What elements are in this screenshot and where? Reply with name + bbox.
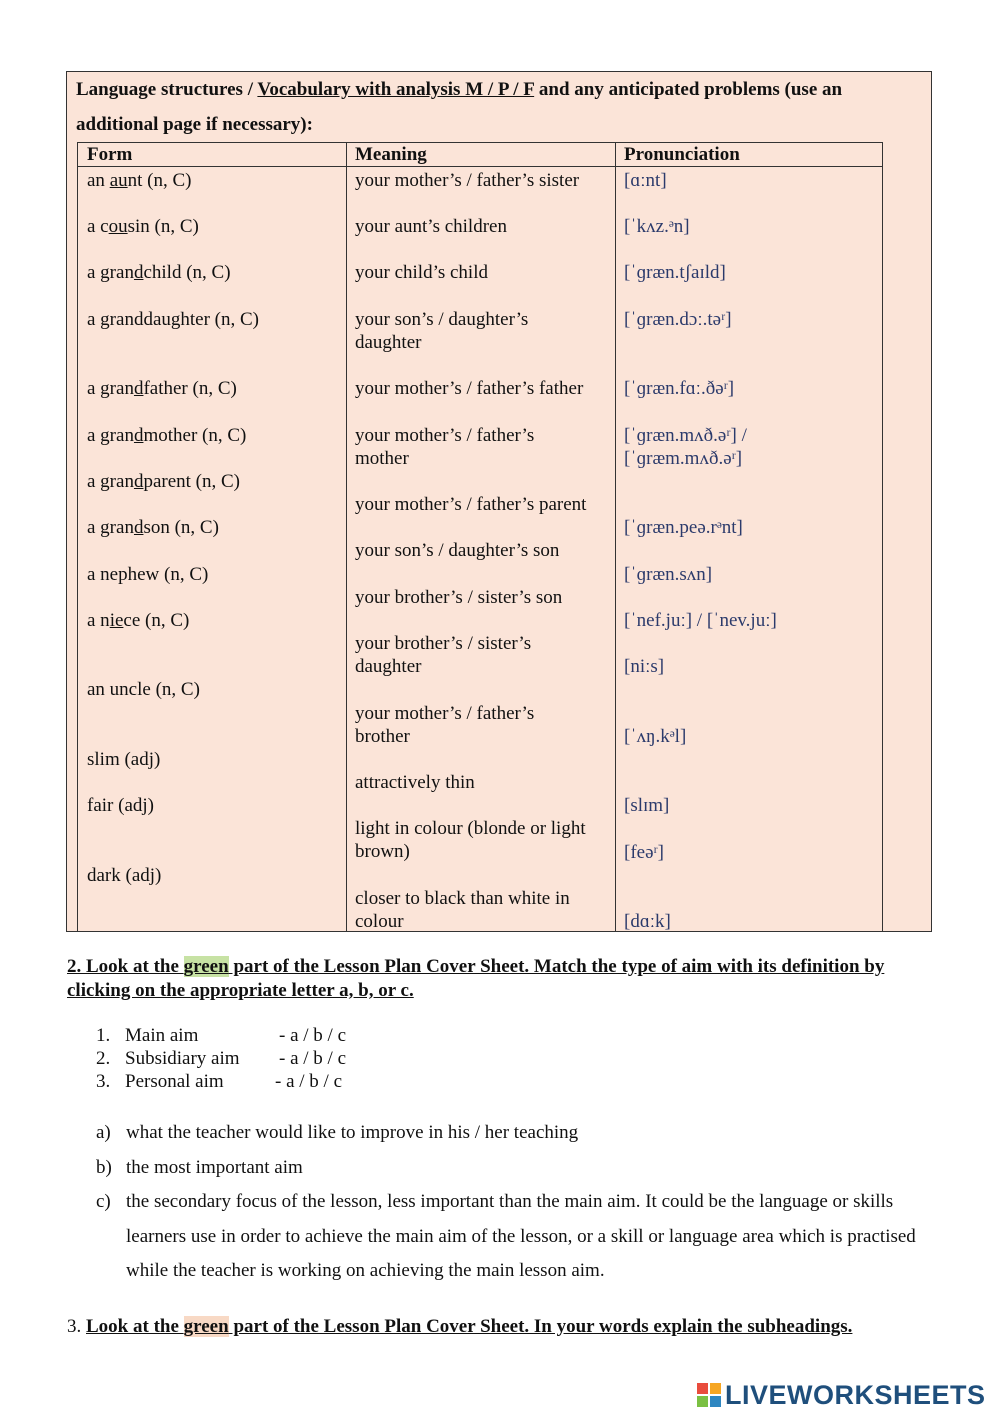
vocab-pronunciation: [ɑːnt] xyxy=(624,170,667,191)
question-3-title: 3. Look at the green part of the Lesson Plan Cover Sheet. In your words explain the subheadings. xyxy=(67,1316,853,1337)
vocab-form: a grandson (n, C) xyxy=(87,517,219,538)
vocab-form: a cousin (n, C) xyxy=(87,216,199,237)
vocab-form: a nephew (n, C) xyxy=(87,564,209,585)
vocabulary-table xyxy=(77,142,883,932)
aim-options-personal[interactable]: - a / b / c xyxy=(275,1071,343,1092)
vocab-form: a grandfather (n, C) xyxy=(87,378,237,399)
definition-b: b) the most important aim xyxy=(96,1156,303,1178)
column-divider xyxy=(346,143,347,931)
vocab-meaning: your son’s / daughter’s son xyxy=(355,540,560,561)
vocab-form: a granddaughter (n, C) xyxy=(87,309,259,330)
aim-item-main: 1. Main aim - a / b / c xyxy=(96,1025,347,1046)
vocab-form: slim (adj) xyxy=(87,749,161,770)
aim-options-subsidiary[interactable]: - a / b / c xyxy=(279,1048,347,1069)
vocab-meaning: your mother’s / father’s mother xyxy=(355,425,535,469)
vocab-pronunciation: [slɪm] xyxy=(624,795,670,816)
vocab-meaning: light in colour (blonde or light brown) xyxy=(355,818,586,862)
question-2-title: 2. Look at the green part of the Lesson Plan Cover Sheet. Match the type of aim with its definition by clicking on the appropriate letter a, b, or c. xyxy=(67,956,885,1001)
vocab-form: a grandchild (n, C) xyxy=(87,262,231,283)
vocab-meaning: your brother’s / sister’s daughter xyxy=(355,633,532,677)
vocab-pronunciation: [niːs] xyxy=(624,656,665,677)
vocab-pronunciation: [ˈkʌz.ᵊn] xyxy=(624,216,690,237)
vocab-pronunciation: [ˈʌŋ.kᵊl] xyxy=(624,726,687,747)
section-heading: Language structures / Vocabulary with analysis M / P / F and any anticipated problems (use an additional page if necessary): xyxy=(76,79,843,135)
vocab-pronunciation: [ˈɡræn.tʃaɪld] xyxy=(624,262,726,283)
column-divider xyxy=(615,143,616,931)
header-meaning: Meaning xyxy=(355,144,427,165)
liveworksheets-logo: LIVEWORKSHEETS xyxy=(697,1378,986,1412)
vocab-meaning: your brother’s / sister’s son xyxy=(355,587,563,608)
aim-item-subsidiary: 2. Subsidiary aim - a / b / c xyxy=(96,1048,347,1069)
vocab-pronunciation: [ˈnef.juː] / [ˈnev.juː] xyxy=(624,610,777,631)
vocab-meaning: attractively thin xyxy=(355,772,475,793)
definition-a: a) what the teacher would like to improve in his / her teaching xyxy=(96,1122,579,1143)
vocab-meaning: your mother’s / father’s sister xyxy=(355,170,580,191)
vocab-pronunciation: [ˈɡræn.fɑː.ðəʳ] xyxy=(624,378,735,399)
vocab-pronunciation: [dɑːk] xyxy=(624,911,671,932)
vocab-pronunciation: [feəʳ] xyxy=(624,842,664,863)
vocab-pronunciation: [ˈɡræn.dɔː.təʳ] xyxy=(624,309,732,330)
aims-list xyxy=(96,1024,396,1093)
vocab-form: an aunt (n, C) xyxy=(87,170,192,191)
vocab-pronunciation: [ˈɡræn.sʌn] xyxy=(624,564,713,585)
vocab-meaning: closer to black than white in colour xyxy=(355,888,570,932)
table-header-row xyxy=(78,143,882,167)
definition-c: c) the secondary focus of the lesson, less important than the main aim. It could be the language or skills learners use in order to achieve the main aim of the lesson, or a skill or language area which is practised while the teacher is working on achieving the main lesson aim. xyxy=(96,1191,916,1281)
vocab-form: dark (adj) xyxy=(87,865,162,886)
header-form: Form xyxy=(87,144,133,165)
vocab-meaning: your son’s / daughter’s daughter xyxy=(355,309,529,353)
vocab-form: a niece (n, C) xyxy=(87,610,190,631)
vocabulary-section xyxy=(66,71,932,932)
vocab-form: a grandmother (n, C) xyxy=(87,425,247,446)
vocab-form: an uncle (n, C) xyxy=(87,679,200,700)
aim-item-personal: 3. Personal aim - a / b / c xyxy=(96,1071,343,1092)
vocab-form: fair (adj) xyxy=(87,795,154,816)
vocab-form: a grandparent (n, C) xyxy=(87,471,241,492)
vocab-pronunciation: [ˈɡræn.peə.rᵊnt] xyxy=(624,517,743,538)
logo-grid-icon xyxy=(697,1382,723,1408)
vocab-meaning: your mother’s / father’s brother xyxy=(355,703,535,747)
vocab-meaning: your mother’s / father’s parent xyxy=(355,494,587,515)
header-pronunciation: Pronunciation xyxy=(624,144,740,165)
vocab-meaning: your mother’s / father’s father xyxy=(355,378,584,399)
aim-options-main[interactable]: - a / b / c xyxy=(279,1025,347,1046)
definitions-list xyxy=(96,1116,926,1289)
vocab-pronunciation: [ˈɡræn.mʌð.əʳ] / [ˈɡræm.mʌð.əʳ] xyxy=(624,425,747,469)
vocab-meaning: your aunt’s children xyxy=(355,216,507,237)
vocab-meaning: your child’s child xyxy=(355,262,488,283)
